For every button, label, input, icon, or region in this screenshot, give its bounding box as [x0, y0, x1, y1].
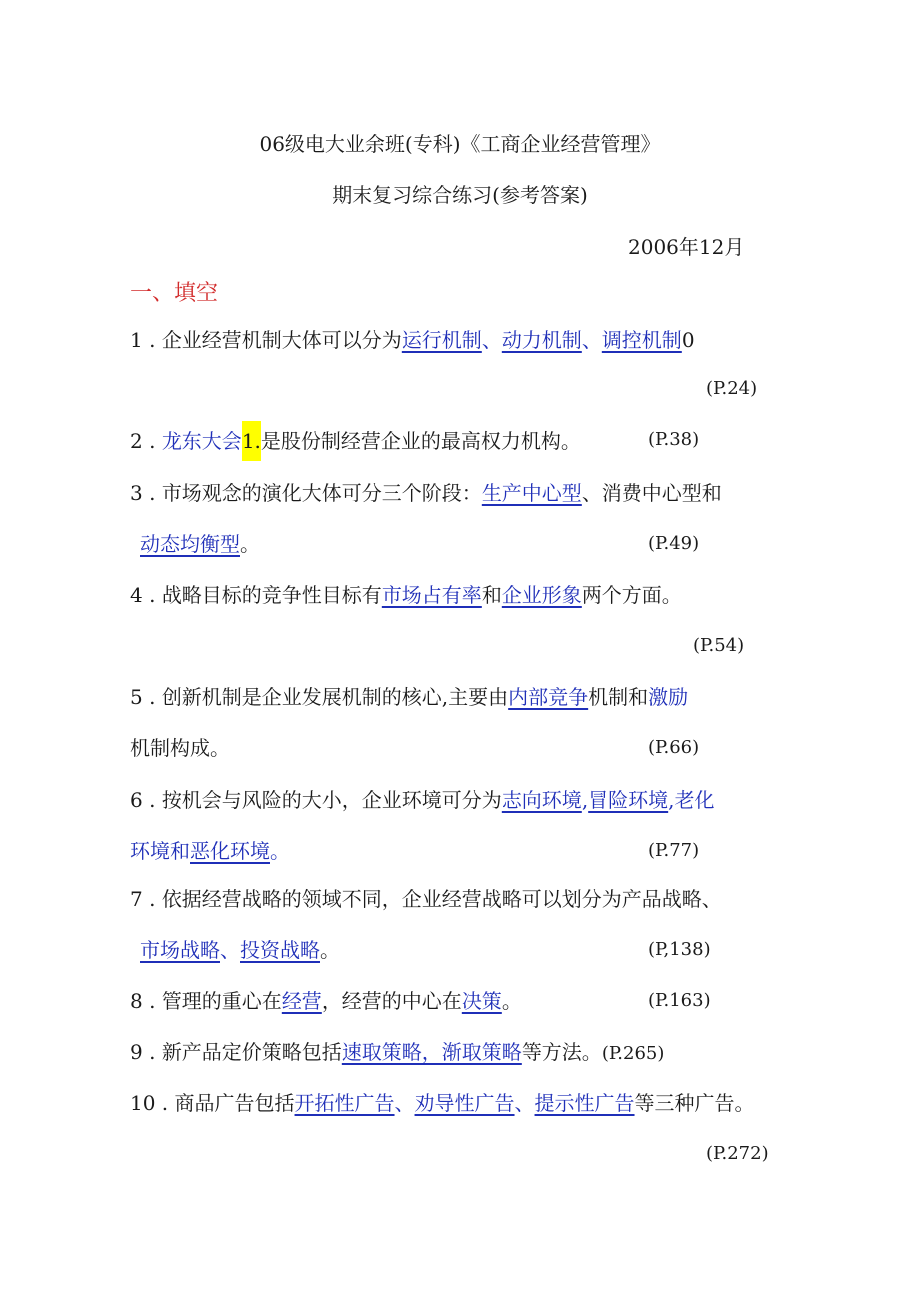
answer: 市场占有率 [381, 583, 482, 607]
question-text: 和 [170, 839, 190, 863]
question-text: 是股份制经营企业的最高权力机构。 [260, 429, 581, 453]
question-text: 战略目标的竞争性目标有 [161, 583, 382, 607]
separator: , [668, 788, 675, 812]
section-heading: 一、填空 [130, 281, 219, 306]
question-8 [130, 986, 522, 1016]
question-number: 9 . [130, 1040, 156, 1064]
answer: 运行机制 [401, 328, 482, 352]
question-7-continued [140, 935, 340, 965]
question-text: 企业经营机制大体可以分为 [161, 328, 402, 352]
answer: 开拓性广告 [294, 1091, 395, 1115]
answer: 生产中心型 [481, 481, 582, 505]
page-reference: (P.77) [648, 840, 700, 861]
question-text: 依据经营战略的领域不同，企业经营战略可以划分为产品战略、 [161, 887, 722, 911]
question-text: 。 [320, 938, 340, 962]
question-text: 新产品定价策略包括 [161, 1040, 342, 1064]
document-title: 06级电大业余班(专科)《工商企业经营管理》 [259, 132, 661, 156]
question-number: 1 . [130, 328, 156, 352]
question-text: 市场观念的演化大体可分三个阶段： [161, 481, 482, 505]
document-subtitle: 期末复习综合练习(参考答案) [332, 183, 588, 207]
question-number: 5 . [130, 685, 156, 709]
question-10 [130, 1088, 755, 1118]
answer: 志向环境 [501, 788, 582, 812]
answer: 恶化环境 [190, 839, 270, 863]
answer: 激励 [648, 685, 689, 709]
answer: 冒险环境 [588, 788, 669, 812]
question-3 [130, 478, 722, 508]
question-number: 7 . [130, 887, 156, 911]
question-text: 。 [240, 532, 260, 556]
separator: 、 [514, 1091, 535, 1115]
question-1 [130, 325, 695, 355]
question-2 [130, 426, 581, 456]
page-reference: (P,138) [648, 939, 711, 960]
question-text: 机制构成。 [130, 736, 230, 760]
question-3-continued [140, 529, 260, 559]
answer: 速取策略，渐取策略 [341, 1040, 522, 1064]
question-text: 。 [270, 839, 290, 863]
page-reference: (P.66) [648, 737, 700, 758]
answer: 动态均衡型 [140, 532, 240, 556]
question-text: 、消费中心型和 [581, 481, 722, 505]
separator: 、 [581, 328, 602, 352]
question-9 [130, 1037, 664, 1069]
page-reference: (P.54) [693, 635, 745, 656]
question-6 [130, 785, 715, 815]
question-text: 创新机制是企业发展机制的核心,主要由 [161, 685, 509, 709]
answer: 经营 [281, 989, 322, 1013]
document-date: 2006年12月 [628, 235, 745, 259]
question-text: 0 [681, 328, 695, 352]
question-text: 。 [501, 989, 522, 1013]
question-text: 机制和 [588, 685, 649, 709]
question-number: 10 . [130, 1091, 169, 1115]
answer: 老化 [674, 788, 715, 812]
answer: 投资战略 [240, 938, 320, 962]
question-7 [130, 884, 722, 914]
separator: 、 [481, 328, 502, 352]
question-text: ，经营的中心在 [321, 989, 462, 1013]
question-number: 6 . [130, 788, 156, 812]
highlight-mark: 1. [242, 421, 261, 461]
question-number: 8 . [130, 989, 156, 1013]
question-6-continued [130, 836, 290, 866]
question-number: 2 . [130, 429, 156, 453]
question-text: 管理的重心在 [161, 989, 282, 1013]
question-text: 等方法。 [521, 1040, 602, 1064]
page-reference: (P.163) [648, 990, 711, 1011]
answer: 决策 [461, 989, 502, 1013]
page-reference: (P.272) [706, 1143, 769, 1164]
answer: 提示性广告 [534, 1091, 635, 1115]
question-text: 按机会与风险的大小，企业环境可分为 [161, 788, 502, 812]
page-reference: (P.265) [601, 1043, 665, 1064]
separator: 、 [220, 938, 240, 962]
answer: 调控机制 [601, 328, 682, 352]
question-text: 两个方面。 [581, 583, 682, 607]
answer: 劝导性广告 [414, 1091, 515, 1115]
separator: , [581, 788, 589, 812]
question-text: 和 [481, 583, 502, 607]
page-reference: (P.24) [706, 378, 758, 399]
question-number: 4 . [130, 583, 156, 607]
question-text: 商品广告包括 [174, 1091, 295, 1115]
question-4 [130, 580, 682, 610]
question-5 [130, 682, 688, 712]
question-5-continued [130, 733, 230, 763]
question-number: 3 . [130, 481, 156, 505]
answer: 环境 [130, 839, 170, 863]
question-text: 等三种广告。 [634, 1091, 755, 1115]
page-reference: (P.38) [648, 429, 700, 450]
page-reference: (P.49) [648, 533, 700, 554]
answer: 企业形象 [501, 583, 582, 607]
answer: 内部竞争 [508, 685, 589, 709]
answer: 动力机制 [501, 328, 582, 352]
answer: 龙东大会 [161, 429, 242, 453]
answer: 市场战略 [140, 938, 220, 962]
separator: 、 [394, 1091, 415, 1115]
